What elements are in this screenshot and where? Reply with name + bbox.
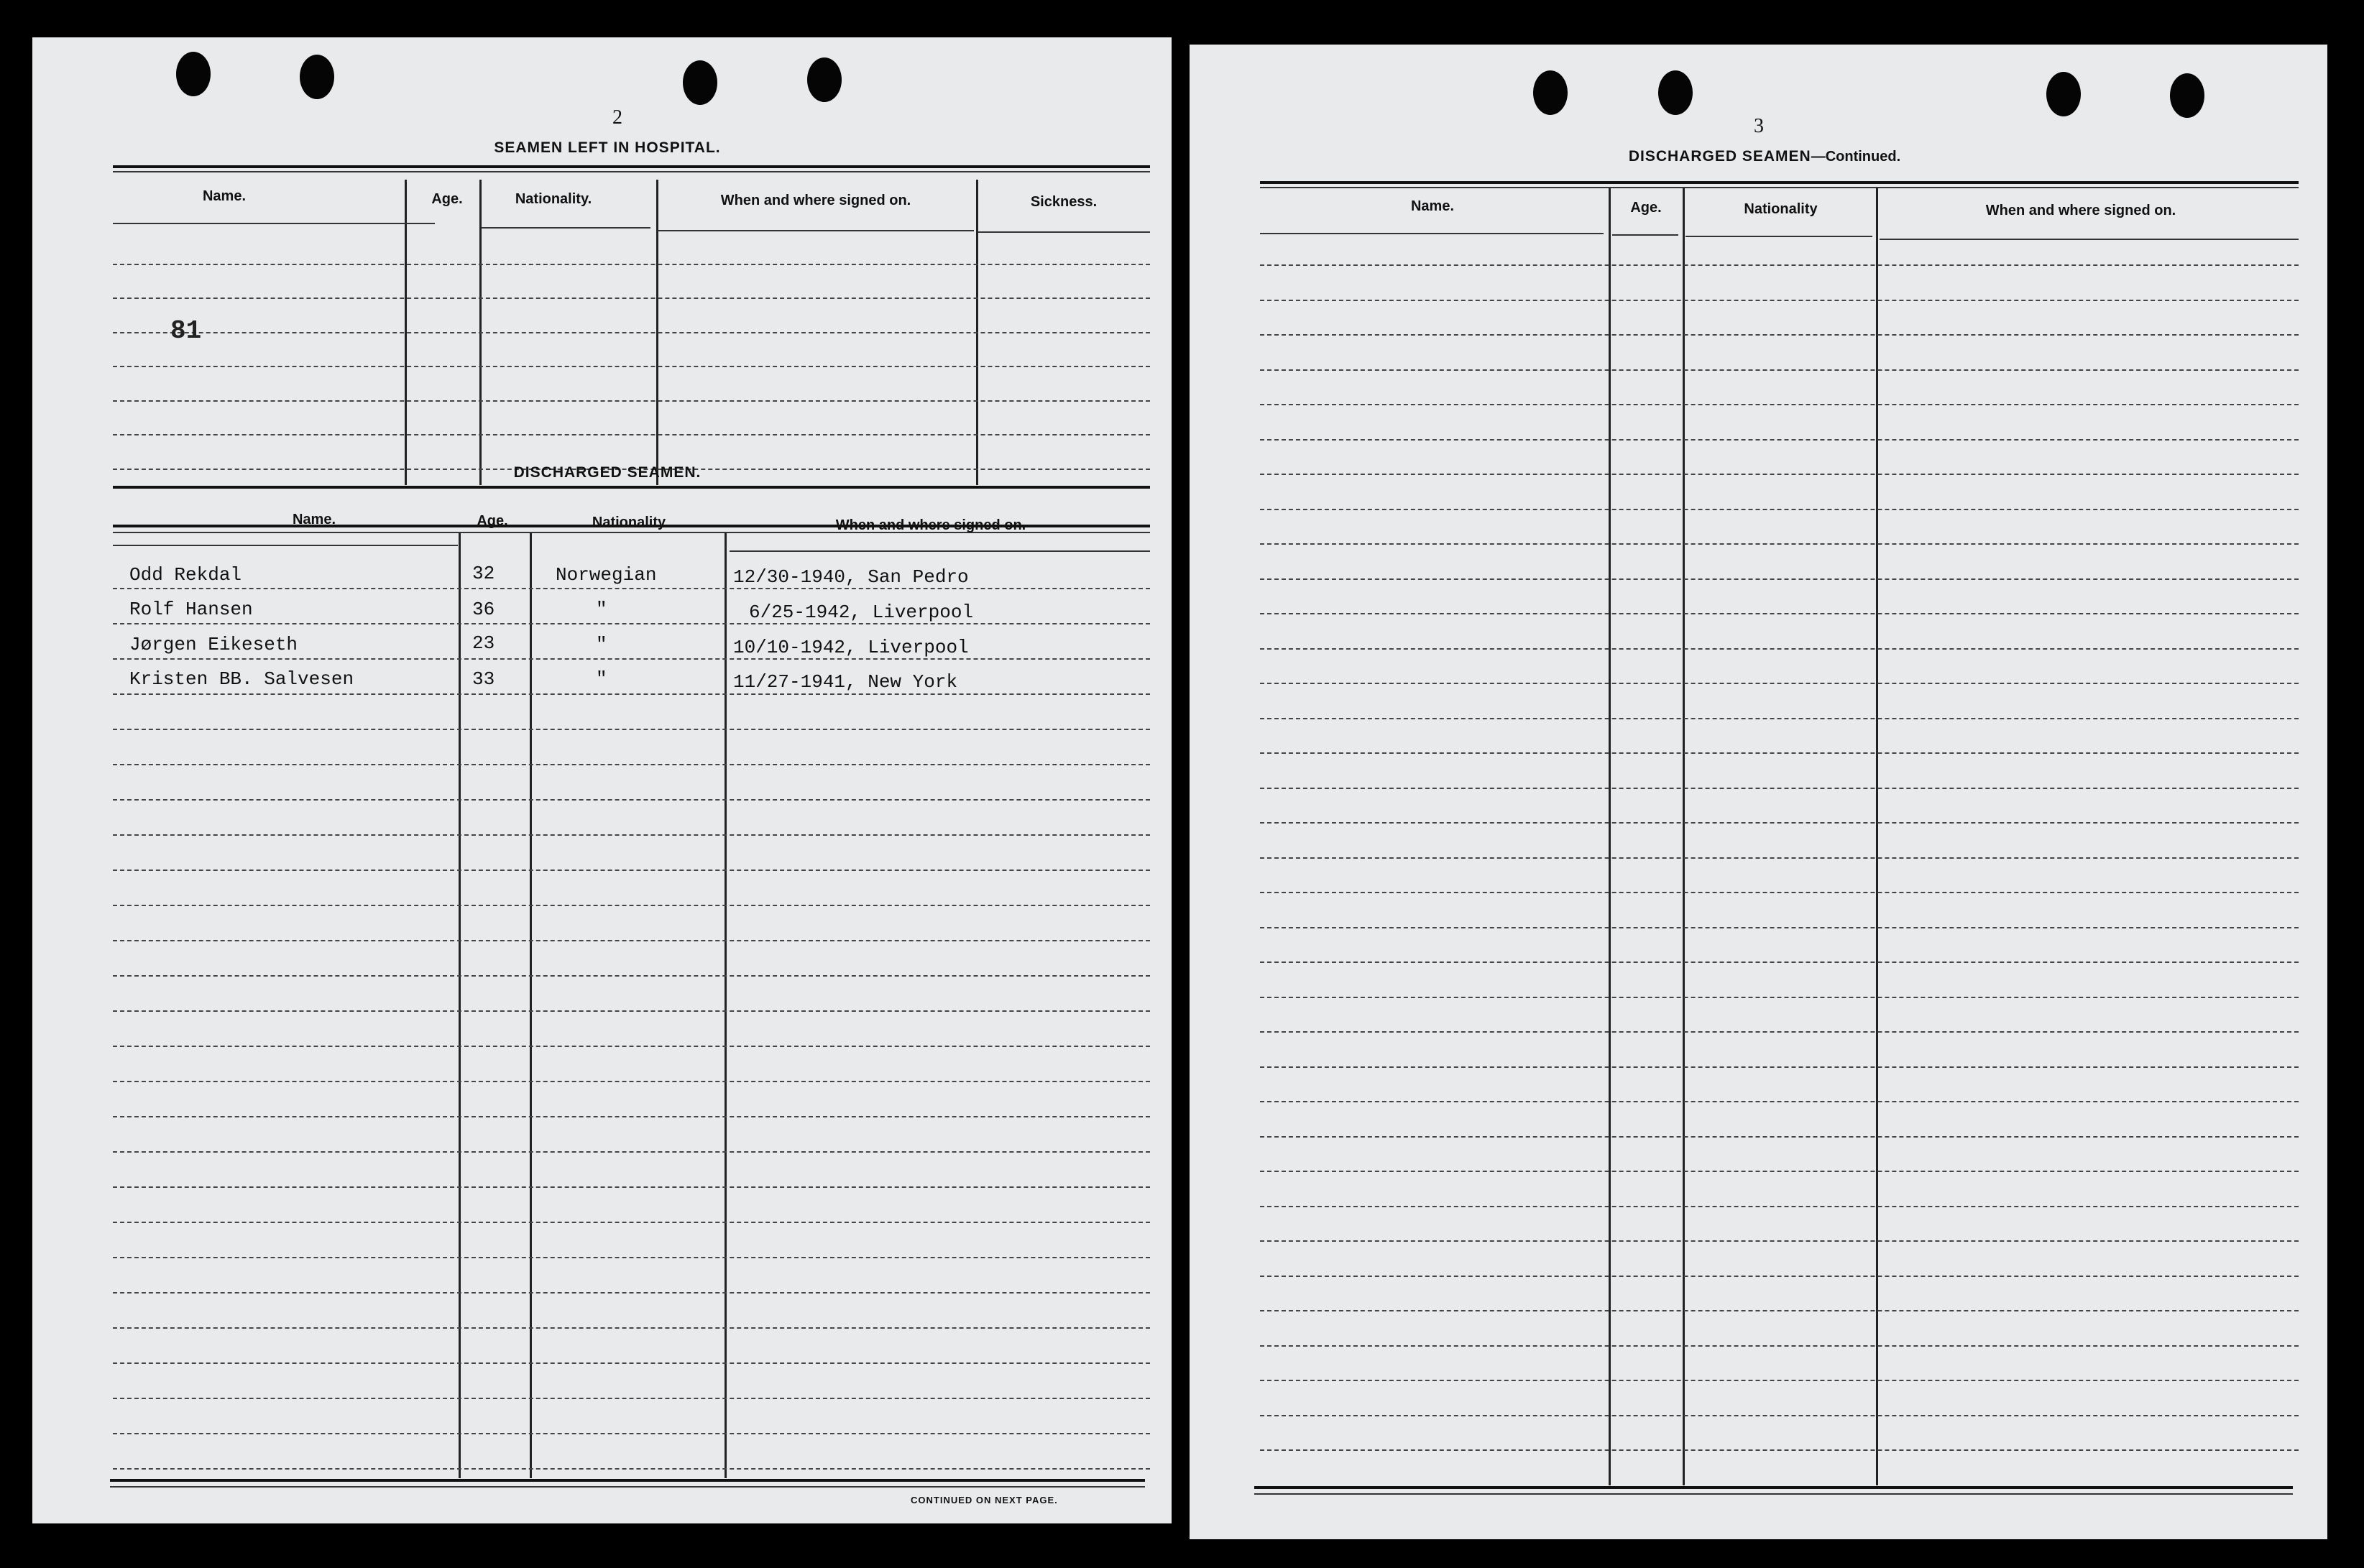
- ruled-line: [113, 1046, 1150, 1047]
- ruled-line: [1260, 961, 2299, 963]
- punch-hole: [1658, 70, 1693, 115]
- ruled-line: [1260, 822, 2299, 824]
- ruled-line: [1260, 404, 2299, 405]
- right-page: [1190, 45, 2327, 1539]
- ruled-line: [1260, 439, 2299, 441]
- table-row-name: Jørgen Eikeseth: [129, 634, 298, 655]
- table-row-age: 23: [472, 632, 495, 654]
- table-row-name: Rolf Hansen: [129, 599, 253, 620]
- table-row-nationality: ": [596, 634, 607, 655]
- ruled-line: [1260, 1240, 2299, 1242]
- discharged-section-title: DISCHARGED SEAMEN.: [513, 464, 702, 481]
- ruled-line: [113, 905, 1150, 906]
- ruled-line: [113, 1362, 1150, 1364]
- table-row-nationality: Norwegian: [556, 564, 657, 586]
- table-row-age: 32: [472, 563, 495, 584]
- table-row-signed-on: 10/10-1942, Liverpool: [733, 637, 969, 658]
- continued-col-name: Name.: [1410, 198, 1455, 214]
- ruled-line: [1260, 683, 2299, 684]
- punch-hole: [176, 52, 211, 96]
- continued-col-signed-on: When and where signed on.: [1985, 203, 2176, 218]
- discharged-continued-title: DISCHARGED SEAMEN—Continued.: [1628, 148, 1901, 165]
- hospital-col-age: Age.: [431, 191, 463, 207]
- punch-hole: [2170, 73, 2204, 118]
- ruled-line: [113, 1257, 1150, 1258]
- ruled-line: [113, 799, 1150, 801]
- ruled-line: [113, 1010, 1150, 1012]
- ruled-line: [1260, 927, 2299, 928]
- ruled-line: [113, 1081, 1150, 1082]
- ruled-line: [113, 940, 1150, 941]
- ruled-line: [1260, 509, 2299, 510]
- punch-hole: [1533, 70, 1568, 115]
- table-row-name: Kristen BB. Salvesen: [129, 668, 354, 690]
- ruled-line: [113, 1186, 1150, 1188]
- ruled-line: [1260, 1066, 2299, 1068]
- ruled-line: [1260, 1276, 2299, 1277]
- ruled-line: [1260, 857, 2299, 859]
- ruled-line: [1260, 1206, 2299, 1207]
- ruled-line: [1260, 997, 2299, 998]
- ruled-line: [1260, 648, 2299, 650]
- ruled-line: [1260, 543, 2299, 545]
- table-row-signed-on: 6/25-1942, Liverpool: [749, 601, 974, 623]
- ruled-line: [113, 588, 1150, 589]
- ruled-line: [1260, 1136, 2299, 1138]
- ruled-line: [113, 870, 1150, 871]
- table-row-signed-on: 12/30-1940, San Pedro: [733, 566, 969, 588]
- ruled-line: [1260, 1171, 2299, 1172]
- table-row-age: 36: [472, 599, 495, 620]
- ruled-line: [1260, 1449, 2299, 1451]
- ruled-line: [113, 834, 1150, 836]
- ruled-line: [113, 1327, 1150, 1329]
- ruled-line: [1260, 264, 2299, 266]
- ruled-line: [113, 1292, 1150, 1293]
- hospital-col-name: Name.: [202, 188, 247, 204]
- ruled-line: [113, 1433, 1150, 1434]
- table-row-age: 33: [472, 668, 495, 690]
- punch-hole: [683, 60, 717, 105]
- continued-col-nationality: Nationality: [1744, 201, 1818, 217]
- ruled-line: [113, 658, 1150, 660]
- page-number: 3: [1754, 115, 1764, 137]
- ruled-line: [1260, 334, 2299, 336]
- discharged-col-signed-on: When and where signed on.: [835, 517, 1026, 533]
- continued-col-age: Age.: [1630, 200, 1662, 216]
- discharged-col-name: Name.: [292, 512, 336, 527]
- ruled-line: [1260, 1031, 2299, 1033]
- ruled-line: [1260, 369, 2299, 371]
- hospital-col-sickness: Sickness.: [1030, 194, 1098, 210]
- ruled-line: [113, 1222, 1150, 1223]
- ruled-line: [113, 1468, 1150, 1470]
- ruled-line: [1260, 718, 2299, 719]
- ruled-line: [1260, 578, 2299, 580]
- table-row-nationality: ": [596, 668, 607, 690]
- ruled-line: [1260, 300, 2299, 301]
- ruled-line: [1260, 892, 2299, 893]
- ruled-line: [113, 729, 1150, 730]
- ruled-line: [1260, 752, 2299, 754]
- hospital-col-signed-on: When and where signed on.: [720, 193, 911, 208]
- discharged-col-nationality: Nationality: [592, 515, 666, 530]
- ruled-line: [113, 975, 1150, 977]
- margin-stamp: 81: [170, 316, 202, 346]
- ruled-line: [1260, 1380, 2299, 1381]
- continued-note: CONTINUED ON NEXT PAGE.: [911, 1495, 1058, 1505]
- ruled-line: [1260, 1310, 2299, 1311]
- punch-hole: [2046, 72, 2081, 116]
- page-number: 2: [612, 106, 622, 129]
- ruled-line: [1260, 1345, 2299, 1347]
- table-row-signed-on: 11/27-1941, New York: [733, 671, 958, 693]
- hospital-col-nationality: Nationality.: [515, 191, 592, 207]
- ruled-line: [113, 1151, 1150, 1153]
- hospital-section-title: SEAMEN LEFT IN HOSPITAL.: [494, 139, 721, 156]
- punch-hole: [807, 57, 842, 102]
- ruled-line: [113, 693, 1150, 695]
- ruled-line: [1260, 474, 2299, 475]
- ruled-line: [1260, 1101, 2299, 1102]
- ruled-line: [113, 764, 1150, 765]
- punch-hole: [300, 55, 334, 99]
- ruled-line: [113, 1116, 1150, 1117]
- ruled-line: [1260, 613, 2299, 614]
- discharged-col-age: Age.: [477, 513, 508, 529]
- left-page: [32, 37, 1172, 1523]
- table-row-nationality: ": [596, 599, 607, 620]
- ruled-line: [113, 1398, 1150, 1399]
- ruled-line: [113, 623, 1150, 624]
- ruled-line: [1260, 1415, 2299, 1416]
- table-row-name: Odd Rekdal: [129, 564, 242, 586]
- ruled-line: [1260, 788, 2299, 789]
